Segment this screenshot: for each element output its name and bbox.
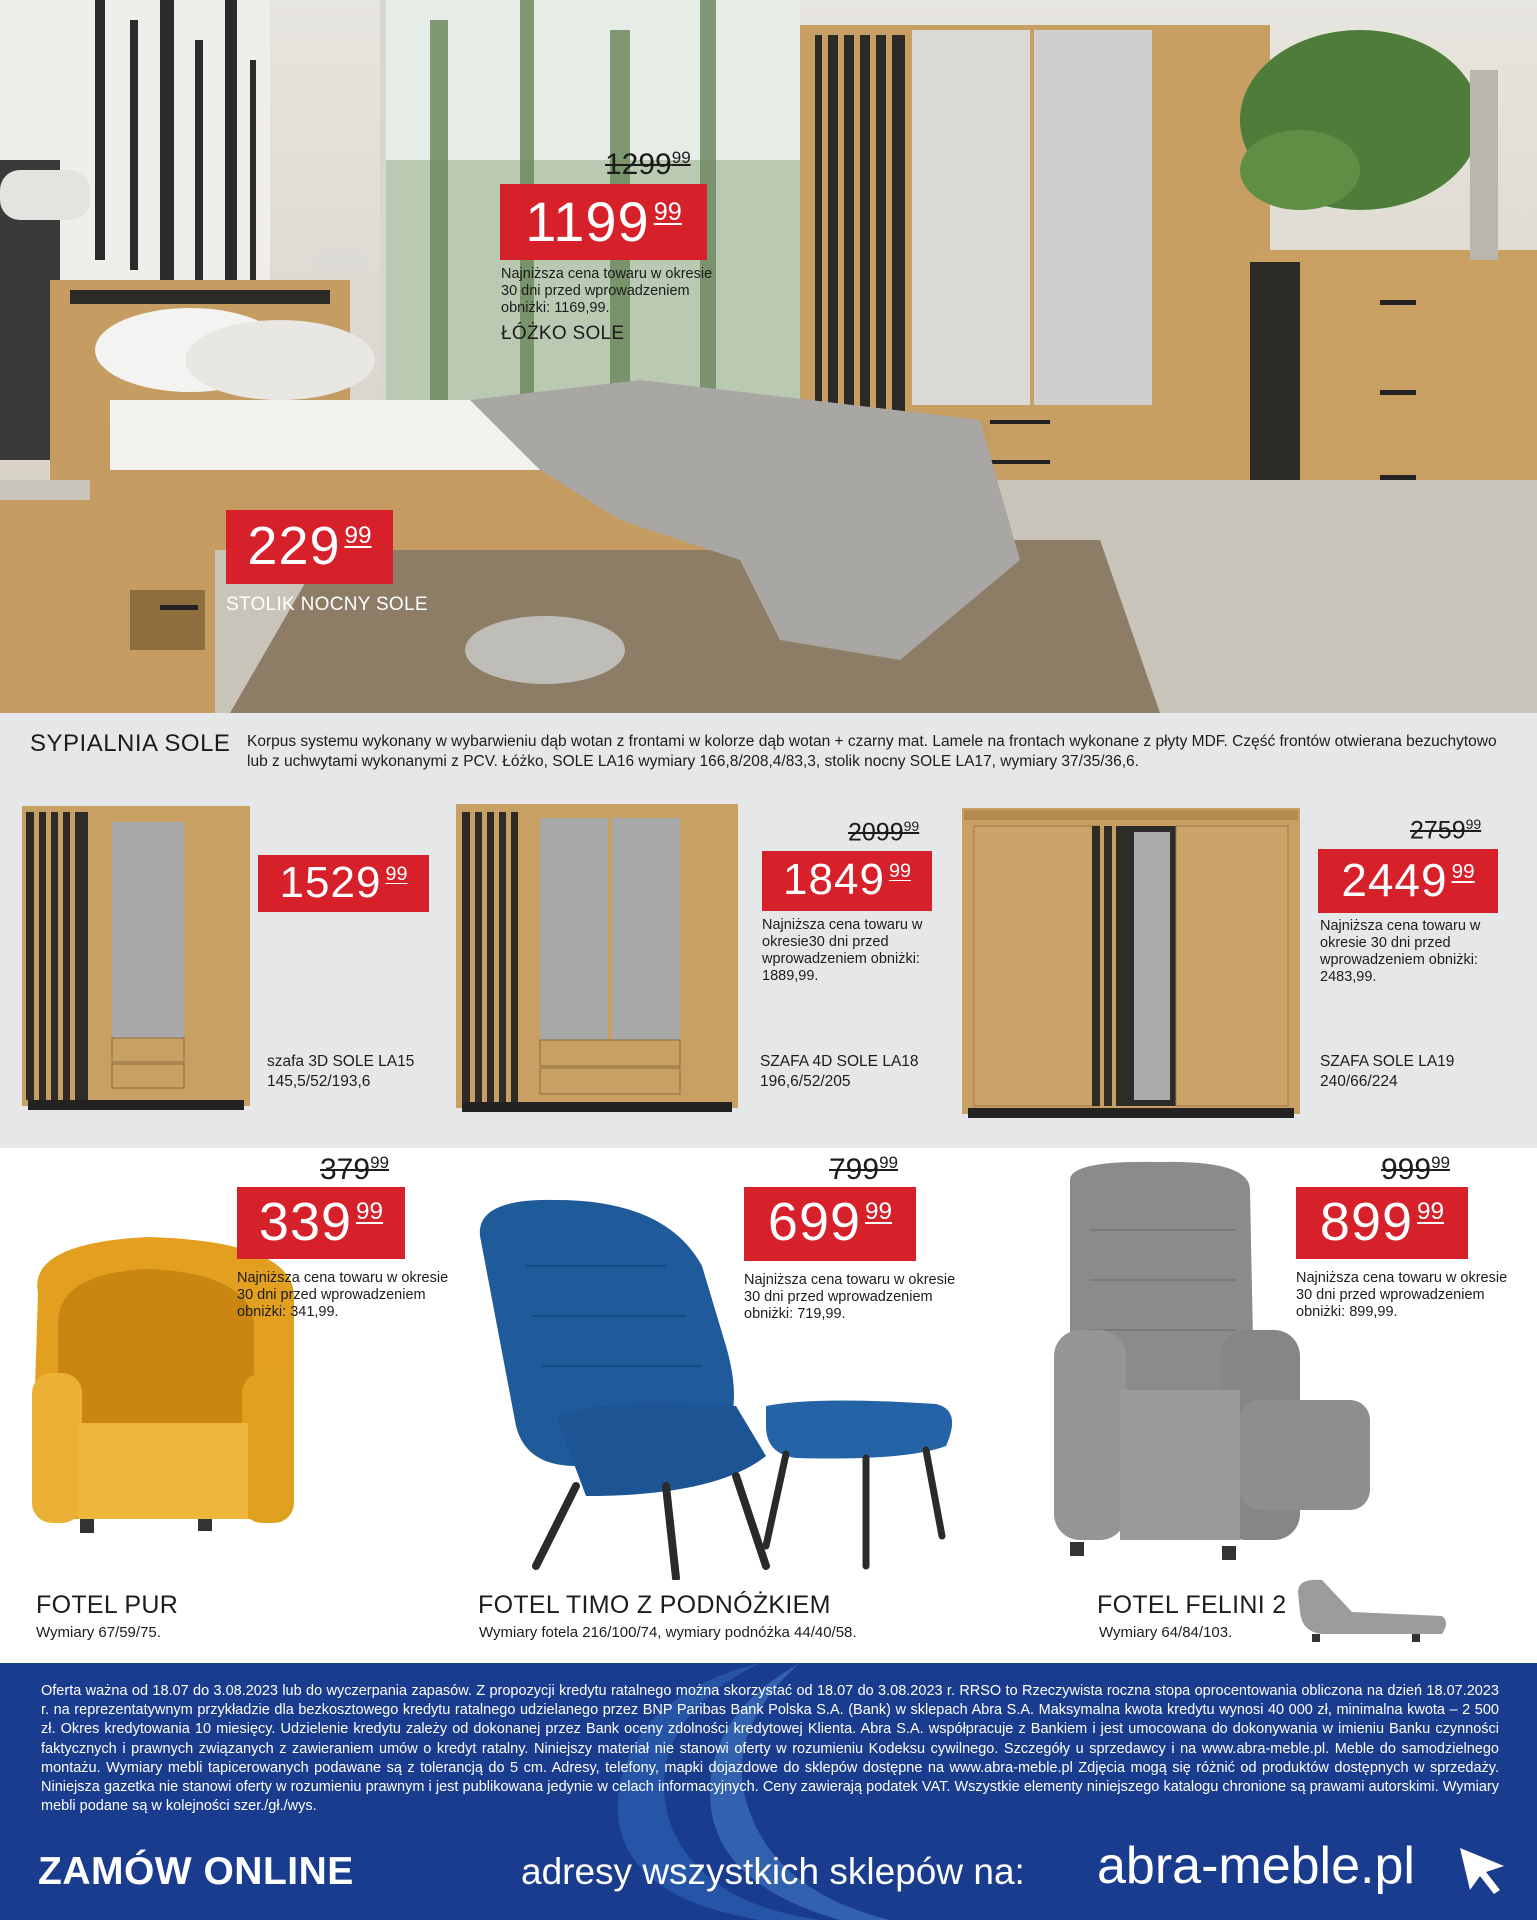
wardrobe-la15-image [22,806,250,1112]
armchair-pur-lowest-price-note: Najniższa cena towaru w okresie 30 dni przed wprowadzeniem obniżki: 341,99. [237,1270,449,1320]
armchair-timo-lowest-price-note: Najniższa cena towaru w okresie 30 dni przed wprowadzeniem obniżki: 719,99. [744,1272,956,1322]
wardrobe-la15-dims: 145,5/52/193,6 [267,1073,371,1090]
website-link[interactable]: abra-meble.pl [1097,1837,1415,1895]
armchair-felini-price-badge: 899 99 [1296,1187,1468,1259]
wardrobe-la18-name: SZAFA 4D SOLE LA18 [760,1053,919,1070]
armchair-timo-dims: Wymiary fotela 216/100/74, wymiary podnóżka 44/40/58. [479,1624,857,1641]
wardrobe-la18-label [760,1052,919,1092]
armchair-timo-price-badge: 699 99 [744,1187,916,1261]
bed-lowest-price-note: Najniższa cena towaru w okresie 30 dni przed wprowadzeniem obniżki: 1169,99. [501,266,713,316]
wardrobe-la18-lowest-price-note: Najniższa cena towaru w okresie30 dni przed wprowadzeniem obniżki: 1889,99. [762,917,923,984]
wardrobe-la18-dims: 196,6/52/205 [760,1073,851,1090]
wardrobe-la15-price-badge: 1529 99 [258,855,429,912]
wardrobe-la19-price-badge: 2449 99 [1318,849,1498,913]
armchair-felini-name: FOTEL FELINI 2 [1097,1591,1287,1619]
armchair-felini-dims: Wymiary 64/84/103. [1099,1624,1233,1641]
footer-legal-text: Oferta ważna od 18.07 do 3.08.2023 lub do wyczerpania zapasów. Z propozycji kredytu ratalnego można skorzystać od 18.07 do 3.08.2023 r. RRSO to Rzeczywista roczna stopa oprocentowania obliczona na dzień 18.07.2023 r. na reprezentatywnym przykładzie dla bezkosztowego kredytu ratalnego udzielanego przez BNP Paribas Bank Polska S.A. (Bank) w sklepach Abra S.A. Maksymalna kwota kredytu wynosi 40 000 zł, minimalna kwota – 2 500 zł. Okres kredytowania 10 miesięcy. Udzielenie kredytu zależy od dokonanej przez Bank oceny zdolności kredytowej Klienta. Abra S.A. współpracuje z Bankiem i jest umocowana do dokonywania w imieniu Banku czynności faktycznych i prawnych związanych z zawieraniem umów o kredyt ratalny. Niniejszy materiał nie stanowi oferty w rozumieniu Kodeksu cywilnego. Szczegóły u sprzedawcy i na www.abra-meble.pl. Meble do samodzielnego montażu. Wymiary mebli tapicerowanych podawane są z tolerancją do 5 cm. Adresy, telefony, mapki dojazdowe do sklepów dostępne na www.abra-meble.pl Zdjęcia mogą się różnić od produktów dostępnych w sprzedaży. Niniejsza gazetka nie stanowi oferty w rozumieniu prawnym i jest publikowana jedynie w celach informacyjnych. Ceny zawierają podatek VAT. Wszystkie elementy niniejszego katalogu chronione są prawami autorskimi. Wymiary mebli podane są w kolejności szer./gł./wys. [41,1683,1499,1815]
wardrobe-la15-label [267,1052,414,1092]
collection-title: SYPIALNIA SOLE [30,730,231,757]
wardrobe-la15-name: szafa 3D SOLE LA15 [267,1053,415,1070]
wardrobe-la19-dims: 240/66/224 [1320,1073,1398,1090]
wardrobe-la18-image [456,804,738,1114]
armchair-felini-old-price: $999^{99}$ [1381,1153,1450,1186]
bed-old-price: 1299$^{99}$ [605,148,691,181]
nightstand-price-badge: 229 99 [226,510,393,584]
wardrobe-la18-price-badge: 1849 99 [762,851,932,911]
order-online-link[interactable]: ZAMÓW ONLINE [38,1850,354,1893]
armchair-felini-recline-thumbnail [1292,1572,1452,1650]
wardrobe-la19-label [1320,1052,1454,1092]
wardrobe-la19-name: SZAFA SOLE LA19 [1320,1053,1455,1070]
armchair-pur-price-badge: 339 99 [237,1187,405,1259]
armchair-timo-name: FOTEL TIMO Z PODNÓŻKIEM [478,1591,831,1619]
armchair-pur-old-price: $379^{99}$ [320,1153,389,1186]
armchair-felini-lowest-price-note: Najniższa cena towaru w okresie 30 dni przed wprowadzeniem obniżki: 899,99. [1296,1270,1508,1320]
nightstand-name: STOLIK NOCNY SOLE [226,594,428,615]
wardrobe-la19-lowest-price-note: Najniższa cena towaru w okresie 30 dni przed wprowadzeniem obniżki: 2483,99. [1320,918,1481,985]
armchair-timo-old-price: $799^{99}$ [829,1153,898,1186]
armchair-pur-name: FOTEL PUR [36,1591,179,1619]
bed-price-badge: 1199 99 [500,184,707,260]
collection-description: Korpus systemu wykonany w wybarwieniu dąb wotan z frontami w kolorze dąb wotan + czarny mat. Lamele na frontach wykonane z płyty MDF. Część frontów otwierana bezuchytowo lub z uchwytami wykonanymi z PCV. Łóżko, SOLE LA16 wymiary 166,8/208,4/83,3, stolik nocny SOLE LA17, wymiary 37/35/36,6. [247,733,1497,770]
armchair-pur-dims: Wymiary 67/59/75. [36,1624,161,1641]
cursor-arrow-icon [1456,1844,1508,1896]
wardrobe-la19-image [962,808,1300,1120]
wardrobe-la19-old-price: 2759$^{99}$ [1410,816,1482,845]
bed-name: ŁÓŻKO SOLE [501,323,625,344]
wardrobe-la18-old-price: 2099$^{99}$ [848,818,920,847]
store-addresses-text: adresy wszystkich sklepów na: [521,1851,1025,1892]
